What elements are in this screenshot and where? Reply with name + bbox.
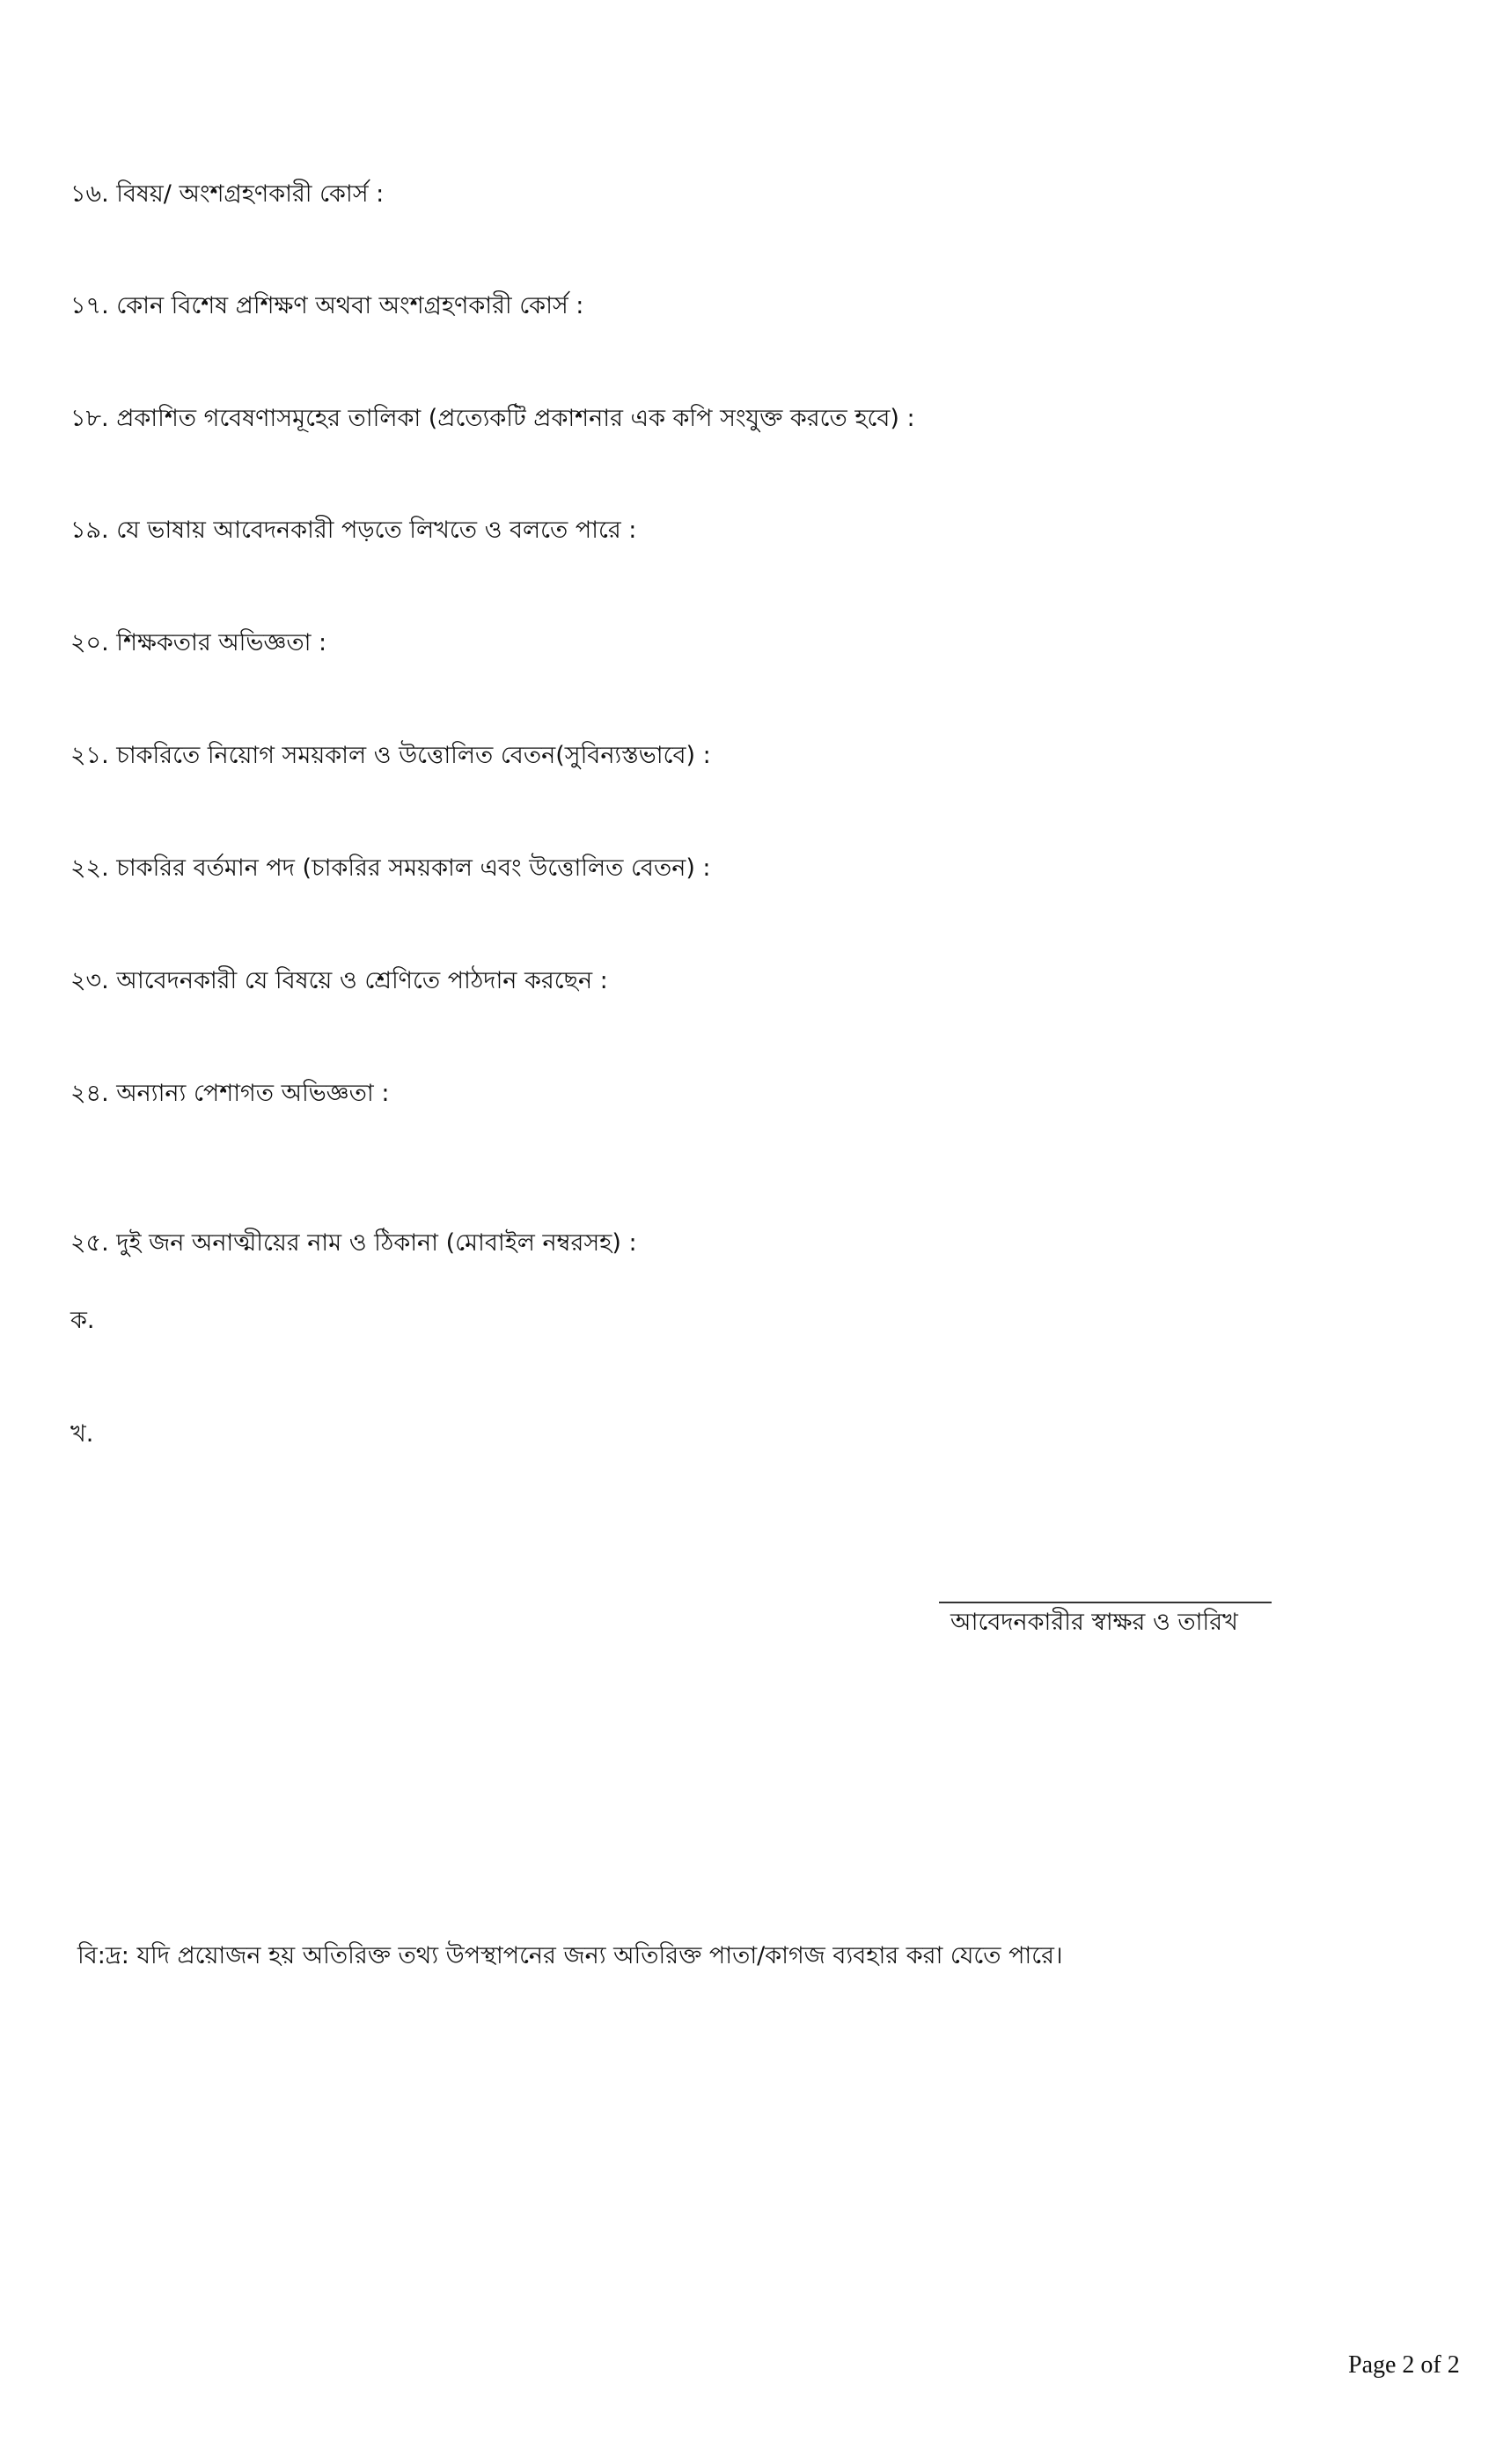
form-item-21 — [70, 740, 711, 772]
item-text: চাকরির বর্তমান পদ (চাকরির সময়কাল এবং উত্তোলিত বেতন) : — [116, 854, 711, 882]
item-text: শিক্ষকতার অভিজ্ঞতা : — [116, 629, 327, 656]
item-text: বিষয়/ অংশগ্রহণকারী কোর্স : — [116, 180, 385, 208]
item-number: ১৮. — [70, 405, 109, 432]
footnote: বি:দ্র: যদি প্রয়োজন হয় অতিরিক্ত তথ্য উপস্থাপনের জন্য অতিরিক্ত পাতা/কাগজ ব্যবহার করা যেতে পারে। — [77, 1942, 1063, 1969]
form-item-23 — [70, 965, 608, 997]
form-item-17 — [70, 290, 583, 322]
item-number: ১৭. — [70, 292, 109, 319]
form-item-18 — [70, 403, 915, 435]
form-item-22 — [70, 853, 711, 884]
item-number: ১৯. — [70, 517, 109, 544]
form-item-25 — [70, 1228, 637, 1259]
item-text: চাকরিতে নিয়োগ সময়কাল ও উত্তোলিত বেতন(সুবিন্যস্তভাবে) : — [116, 742, 711, 769]
form-item-16 — [70, 179, 384, 210]
item-text: প্রকাশিত গবেষণাসমূহের তালিকা (প্রত্যেকটি প্রকাশনার এক কপি সংযুক্ত করতে হবে) : — [116, 405, 915, 432]
item-number: ২২. — [70, 854, 109, 882]
referee-kha: খ. — [70, 1420, 94, 1448]
page-number: Page 2 of 2 — [1348, 2351, 1460, 2379]
item-number: ১৬. — [70, 180, 109, 208]
item-text: কোন বিশেষ প্রশিক্ষণ অথবা অংশগ্রহণকারী কোর্স : — [116, 292, 584, 319]
item-number: ২০. — [70, 629, 109, 656]
form-item-19 — [70, 515, 636, 546]
form-item-24 — [70, 1078, 389, 1110]
item-number: ২৫. — [70, 1229, 109, 1257]
referee-ka: ক. — [70, 1307, 95, 1334]
form-item-20 — [70, 627, 326, 659]
item-number: ২১. — [70, 742, 109, 769]
item-number: ২৩. — [70, 967, 109, 994]
item-text: দুই জন অনাত্মীয়ের নাম ও ঠিকানা (মোবাইল নম্বরসহ) : — [116, 1229, 637, 1257]
signature-line — [939, 1602, 1272, 1603]
signature-label: আবেদনকারীর স্বাক্ষর ও তারিখ — [950, 1609, 1238, 1636]
item-text: অন্যান্য পেশাগত অভিজ্ঞতা : — [116, 1080, 390, 1107]
item-text: আবেদনকারী যে বিষয়ে ও শ্রেণিতে পাঠদান করছেন : — [116, 967, 608, 994]
item-text: যে ভাষায় আবেদনকারী পড়তে লিখতে ও বলতে পারে : — [116, 517, 637, 544]
item-number: ২৪. — [70, 1080, 109, 1107]
